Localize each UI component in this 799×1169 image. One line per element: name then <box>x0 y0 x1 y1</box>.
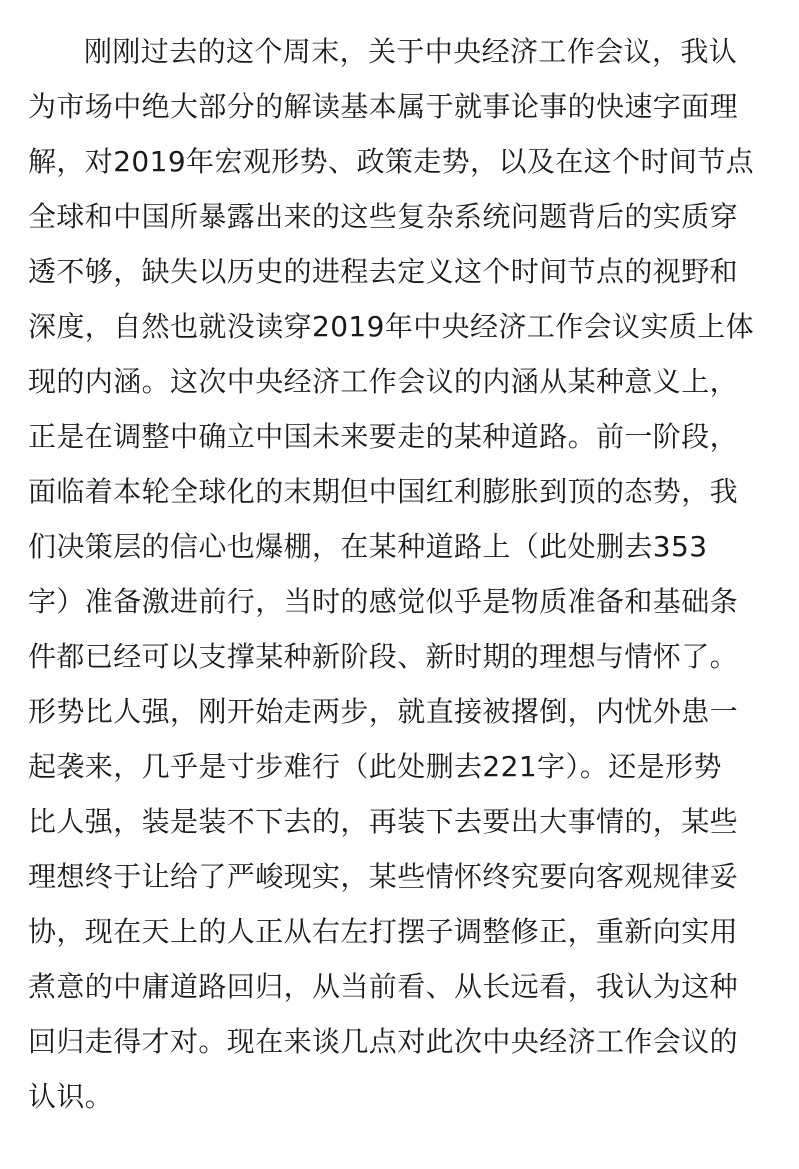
text-line: 透不够，缺失以历史的进程去定义这个时间节点的视野和 <box>28 255 739 288</box>
text-line: 形势比人强，刚开始走两步，就直接被撂倒，内忧外患一 <box>28 695 739 728</box>
text-line: 回归走得才对。现在来谈几点对此次中央经济工作会议的 <box>28 1025 739 1058</box>
text-line: 比人强，装是装不下去的，再装下去要出大事情的，某些 <box>28 805 739 838</box>
text-line: 刚刚过去的这个周末，关于中央经济工作会议，我认 <box>84 35 738 68</box>
text-line: 理想终于让给了严峻现实，某些情怀终究要向客观规律妥 <box>28 860 739 893</box>
text-line: 字）准备激进前行，当时的感觉似乎是物质准备和基础条 <box>28 585 739 618</box>
text-line: 面临着本轮全球化的末期但中国红利膨胀到顶的态势，我 <box>28 475 739 508</box>
text-line: 解，对2019年宏观形势、政策走势，以及在这个时间节点 <box>28 145 755 178</box>
text-line: 正是在调整中确立中国未来要走的某种道路。前一阶段， <box>28 420 739 453</box>
text-line: 起袭来，几乎是寸步难行（此处删去221字）。还是形势 <box>28 750 722 783</box>
text-line: 们决策层的信心也爆棚，在某种道路上（此处删去353 <box>28 530 708 563</box>
text-line: 煮意的中庸道路回归，从当前看、从长远看，我认为这种 <box>28 970 739 1003</box>
article-body <box>28 24 780 1124</box>
text-line: 认识。 <box>28 1080 114 1113</box>
text-line: 深度，自然也就没读穿2019年中央经济工作会议实质上体 <box>28 310 755 343</box>
text-line: 为市场中绝大部分的解读基本属于就事论事的快速字面理 <box>28 90 739 123</box>
text-line: 件都已经可以支撑某种新阶段、新时期的理想与情怀了。 <box>28 640 739 673</box>
text-line: 全球和中国所暴露出来的这些复杂系统问题背后的实质穿 <box>28 200 739 233</box>
text-line: 协，现在天上的人正从右左打摆子调整修正，重新向实用 <box>28 915 739 948</box>
text-line: 现的内涵。这次中央经济工作会议的内涵从某种意义上， <box>28 365 739 398</box>
